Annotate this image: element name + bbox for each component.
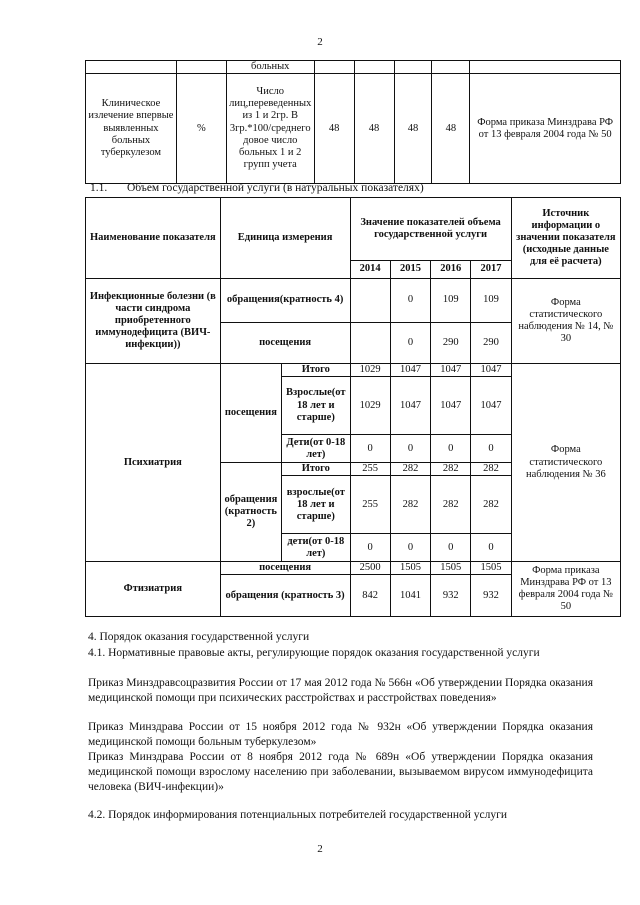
value-cell: 109 bbox=[471, 279, 511, 323]
value-cell: 932 bbox=[431, 575, 471, 617]
sub-cell: Взрослые(от 18 лет и старше) bbox=[282, 377, 350, 435]
value-cell: 48 bbox=[314, 74, 354, 184]
header-source: Источник информации о значении показателя (исходные данные для её расчета) bbox=[511, 198, 620, 279]
value-cell: 842 bbox=[350, 575, 390, 617]
value-cell: 282 bbox=[390, 476, 430, 534]
value-cell: 0 bbox=[431, 435, 471, 463]
indicator-source: Форма приказа Минздрава РФ от 13 февраля 2004 года № 50 bbox=[470, 74, 621, 184]
value-cell: 1047 bbox=[390, 364, 430, 377]
value-cell: 1505 bbox=[471, 562, 511, 575]
value-cell: 0 bbox=[390, 534, 430, 562]
indicator-unit: % bbox=[176, 74, 226, 184]
value-cell: 932 bbox=[471, 575, 511, 617]
hiv-source: Форма статистического наблюдения № 14, № 30 bbox=[511, 279, 620, 364]
table-row bbox=[86, 61, 621, 74]
psych-source: Форма статистического наблюдения № 36 bbox=[511, 364, 620, 562]
value-cell: 255 bbox=[350, 463, 390, 476]
header-name: Наименование показателя bbox=[86, 198, 221, 279]
value-cell: 0 bbox=[471, 435, 511, 463]
value-cell: 48 bbox=[354, 74, 394, 184]
sub-cell: Итого bbox=[282, 463, 350, 476]
tb-source: Форма приказа Минздрава РФ от 13 февраля 2004 года № 50 bbox=[511, 562, 620, 617]
value-cell: 1041 bbox=[390, 575, 430, 617]
value-cell: 1047 bbox=[390, 377, 430, 435]
value-cell: 1029 bbox=[350, 377, 390, 435]
value-cell: 48 bbox=[432, 74, 470, 184]
value-cell: 0 bbox=[390, 279, 430, 323]
year-header: 2015 bbox=[390, 261, 430, 279]
normative-act-3: Приказ Минздрава России от 8 ноября 2012 года № 689н «Об утверждении Порядка оказания медицинской помощи взрослому населению при заболевании, вызываемом вирусом иммунодефицита человека (ВИЧ-инфекции)» bbox=[88, 751, 593, 793]
psych-visits-label: посещения bbox=[220, 364, 281, 463]
value-cell: 282 bbox=[390, 463, 430, 476]
psych-appeals-label: обращения (кратность 2) bbox=[220, 463, 281, 562]
unit-cell: обращения(кратность 4) bbox=[220, 279, 350, 323]
header-row bbox=[86, 198, 621, 261]
value-cell: 255 bbox=[350, 476, 390, 534]
value-cell: 1047 bbox=[431, 377, 471, 435]
section-title: Объем государственной услуги (в натуральных показателях) bbox=[127, 182, 424, 194]
table-row bbox=[86, 562, 621, 575]
value-cell: 0 bbox=[471, 534, 511, 562]
section-number: 1.1. bbox=[90, 182, 108, 194]
unit-cell: посещения bbox=[220, 562, 350, 575]
page-number-top: 2 bbox=[317, 36, 323, 48]
value-cell bbox=[350, 279, 390, 323]
value-cell: 290 bbox=[431, 323, 471, 364]
value-cell: 1047 bbox=[471, 364, 511, 377]
sub-cell: взрослые(от 18 лет и старше) bbox=[282, 476, 350, 534]
section-4-1: 4.1. Нормативные правовые акты, регулирующие порядок оказания государственной услуги bbox=[88, 647, 540, 659]
value-cell: 2500 bbox=[350, 562, 390, 575]
value-cell: 282 bbox=[471, 476, 511, 534]
page-number-bottom: 2 bbox=[317, 843, 323, 855]
section-1-1-heading bbox=[90, 182, 424, 194]
year-header: 2016 bbox=[431, 261, 471, 279]
value-cell bbox=[350, 323, 390, 364]
year-header: 2017 bbox=[471, 261, 511, 279]
indicator-name: Клиническое излечение впервые выявленных больных туберкулезом bbox=[86, 74, 177, 184]
year-header: 2014 bbox=[350, 261, 390, 279]
quality-indicators-table bbox=[85, 60, 621, 184]
value-cell: 290 bbox=[471, 323, 511, 364]
section-4-2: 4.2. Порядок информирования потенциальных потребителей государственной услуги bbox=[88, 809, 508, 821]
value-cell: 0 bbox=[350, 435, 390, 463]
normative-act-2: Приказ Минздрава России от 15 ноября 2012 года № 932н «Об утверждении Порядка оказания медицинской помощи больным туберкулезом» bbox=[88, 721, 593, 748]
value-cell: 282 bbox=[431, 476, 471, 534]
tb-name: Фтизиатрия bbox=[86, 562, 221, 617]
section-4-heading: 4. Порядок оказания государственной услуги bbox=[88, 631, 310, 643]
hiv-name: Инфекционные болезни (в части синдрома приобретенного иммунодефицита (ВИЧ-инфекции)) bbox=[86, 279, 221, 364]
value-cell: 1029 bbox=[350, 364, 390, 377]
table-row bbox=[86, 279, 621, 323]
value-cell: 1505 bbox=[431, 562, 471, 575]
value-cell: 282 bbox=[431, 463, 471, 476]
value-cell: 1047 bbox=[431, 364, 471, 377]
normative-act-1: Приказ Минздравсоцразвития России от 17 мая 2012 года № 566н «Об утверждении Порядка оказания медицинской помощи при психических расстройствах и расстройствах поведения» bbox=[88, 677, 593, 704]
table-cell: больных bbox=[226, 61, 314, 74]
unit-cell: обращения (кратность 3) bbox=[220, 575, 350, 617]
table-row bbox=[86, 364, 621, 377]
value-cell: 48 bbox=[394, 74, 432, 184]
value-cell: 0 bbox=[431, 534, 471, 562]
sub-cell: Итого bbox=[282, 364, 350, 377]
value-cell: 0 bbox=[390, 323, 430, 364]
header-value: Значение показателей объема государственной услуги bbox=[350, 198, 511, 261]
table-row bbox=[86, 74, 621, 184]
value-cell: 109 bbox=[431, 279, 471, 323]
indicator-formula: Число лиц,переведенных из 1 и 2гр. В 3гр.*100/среднего довое число больных 1 и 2 групп учета bbox=[226, 74, 314, 184]
value-cell: 0 bbox=[390, 435, 430, 463]
value-cell: 0 bbox=[350, 534, 390, 562]
value-cell: 1505 bbox=[390, 562, 430, 575]
volume-indicators-table bbox=[85, 197, 621, 617]
unit-cell: посещения bbox=[220, 323, 350, 364]
value-cell: 282 bbox=[471, 463, 511, 476]
psych-name: Психиатрия bbox=[86, 364, 221, 562]
sub-cell: Дети(от 0-18 лет) bbox=[282, 435, 350, 463]
header-unit: Единица измерения bbox=[220, 198, 350, 279]
sub-cell: дети(от 0-18 лет) bbox=[282, 534, 350, 562]
value-cell: 1047 bbox=[471, 377, 511, 435]
